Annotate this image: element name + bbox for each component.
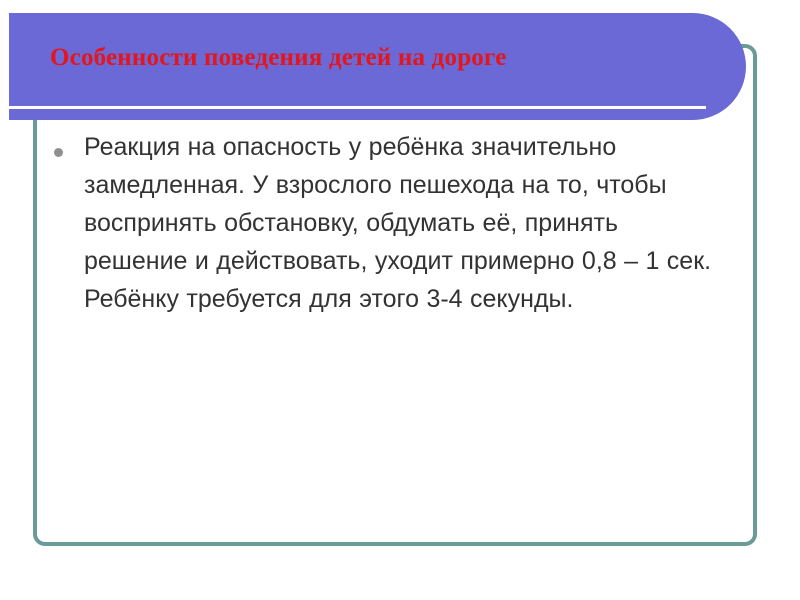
slide-title: Особенности поведения детей на дороге	[50, 44, 507, 71]
bullet-dot-icon	[54, 148, 63, 157]
title-underline	[9, 106, 706, 109]
list-item	[54, 128, 734, 318]
bullet-text: Реакция на опасность у ребёнка значительно замедленная. У взрослого пешехода на то, чтобы воспринять обстановку, обдумать её, принять решение и действовать, уходит примерно 0,8 – 1 сек. Ребёнку требуется для этого 3-4 секунды.	[84, 133, 712, 313]
bullet-list	[54, 128, 734, 318]
